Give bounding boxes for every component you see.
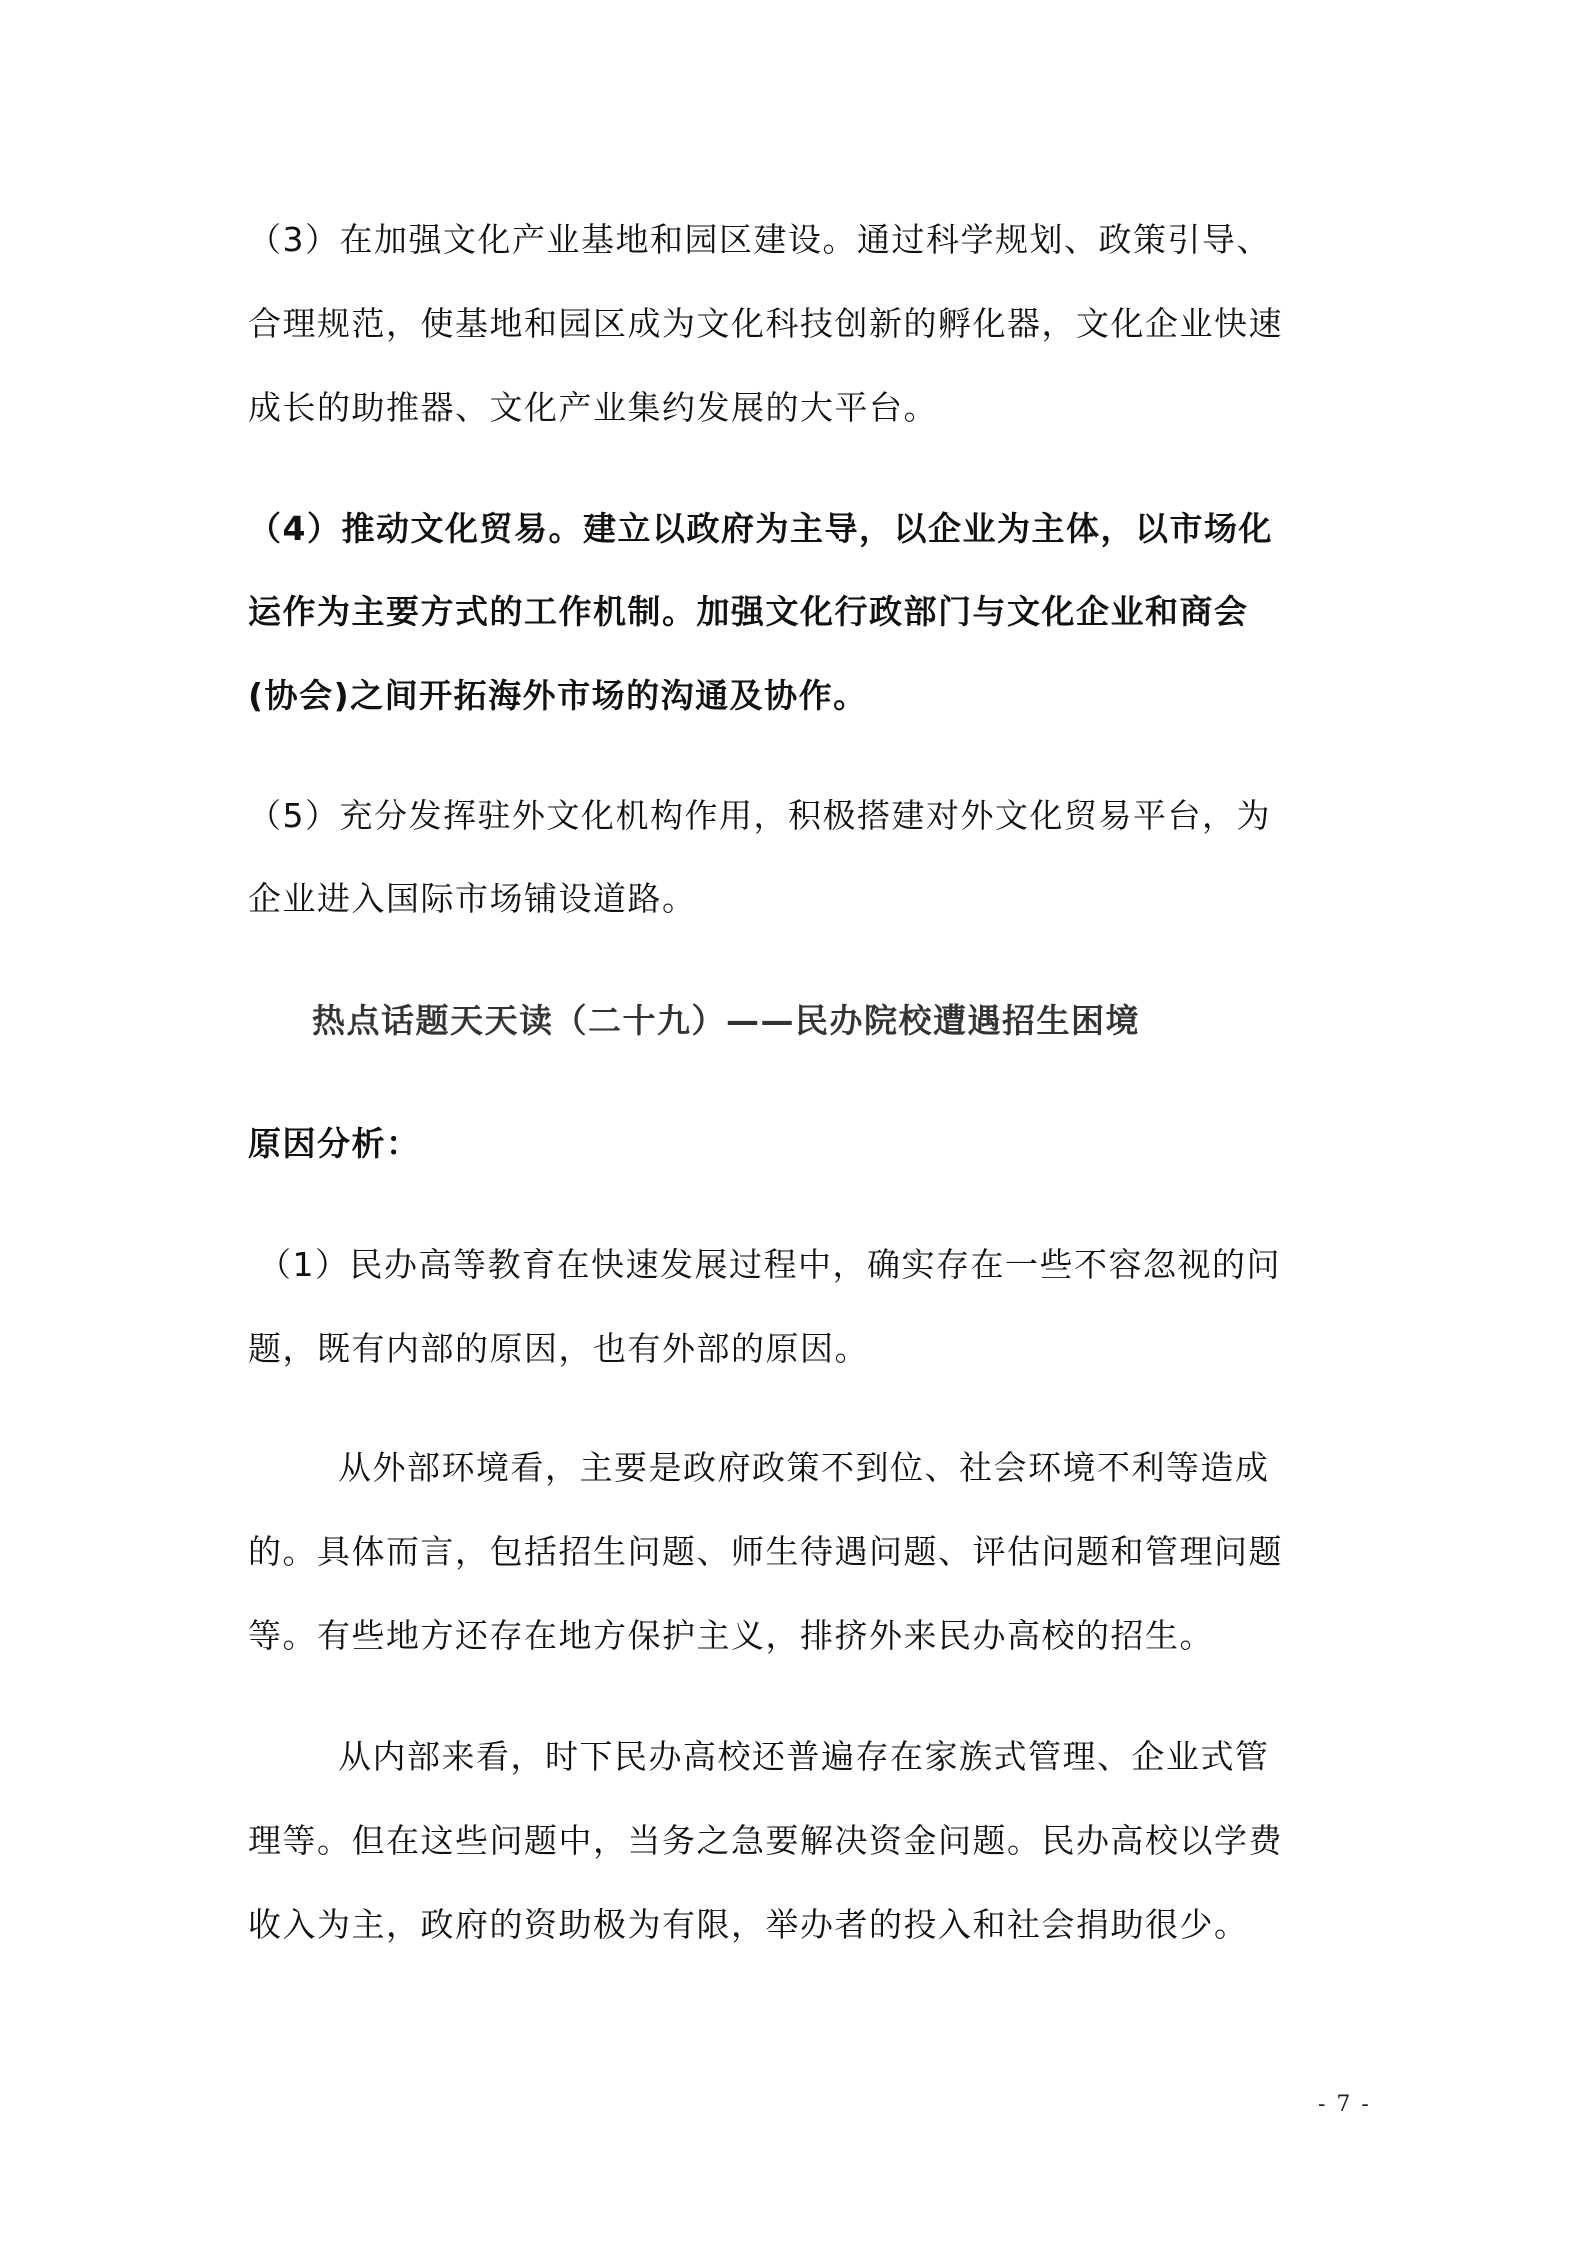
paragraph-4-line-1: （4）推动文化贸易。建立以政府为主导，以企业为主体，以市场化 (248, 509, 1273, 548)
external-view-line-1: 从外部环境看，主要是政府政策不到位、社会环境不利等造成 (338, 1448, 1270, 1487)
section-heading: 原因分析： (248, 1124, 421, 1163)
internal-view-line-3: 收入为主，政府的资助极为有限，举办者的投入和社会捐助很少。 (248, 1905, 1249, 1944)
paragraph-3-line-2: 合理规范，使基地和园区成为文化科技创新的孵化器，文化企业快速 (248, 304, 1283, 343)
internal-view-line-2: 理等。但在这些问题中，当务之急要解决资金问题。民办高校以学费 (248, 1821, 1283, 1860)
reason-1-line-1: （1）民办高等教育在快速发展过程中，确实存在一些不容忽视的问 (258, 1245, 1281, 1284)
topic-heading: 热点话题天天读（二十九）——民办院校遭遇招生困境 (312, 1001, 1140, 1040)
external-view-line-2: 的。具体而言，包括招生问题、师生待遇问题、评估问题和管理问题 (248, 1532, 1283, 1571)
paragraph-4-line-3: (协会)之间开拓海外市场的沟通及协作。 (248, 676, 868, 715)
paragraph-3-line-3: 成长的助推器、文化产业集约发展的大平台。 (248, 388, 938, 427)
paragraph-5-line-1: （5）充分发挥驻外文化机构作用，积极搭建对外文化贸易平台，为 (248, 796, 1271, 835)
internal-view-line-1: 从内部来看，时下民办高校还普遍存在家族式管理、企业式管 (338, 1737, 1270, 1776)
paragraph-3-line-1: （3）在加强文化产业基地和园区建设。通过科学规划、政策引导、 (248, 220, 1271, 259)
page-number: - 7 - (1318, 2092, 1371, 2117)
paragraph-5-line-2: 企业进入国际市场铺设道路。 (248, 879, 697, 918)
external-view-line-3: 等。有些地方还存在地方保护主义，排挤外来民办高校的招生。 (248, 1616, 1214, 1655)
reason-1-line-2: 题，既有内部的原因，也有外部的原因。 (248, 1329, 869, 1368)
paragraph-4-line-2: 运作为主要方式的工作机制。加强文化行政部门与文化企业和商会 (248, 592, 1249, 631)
